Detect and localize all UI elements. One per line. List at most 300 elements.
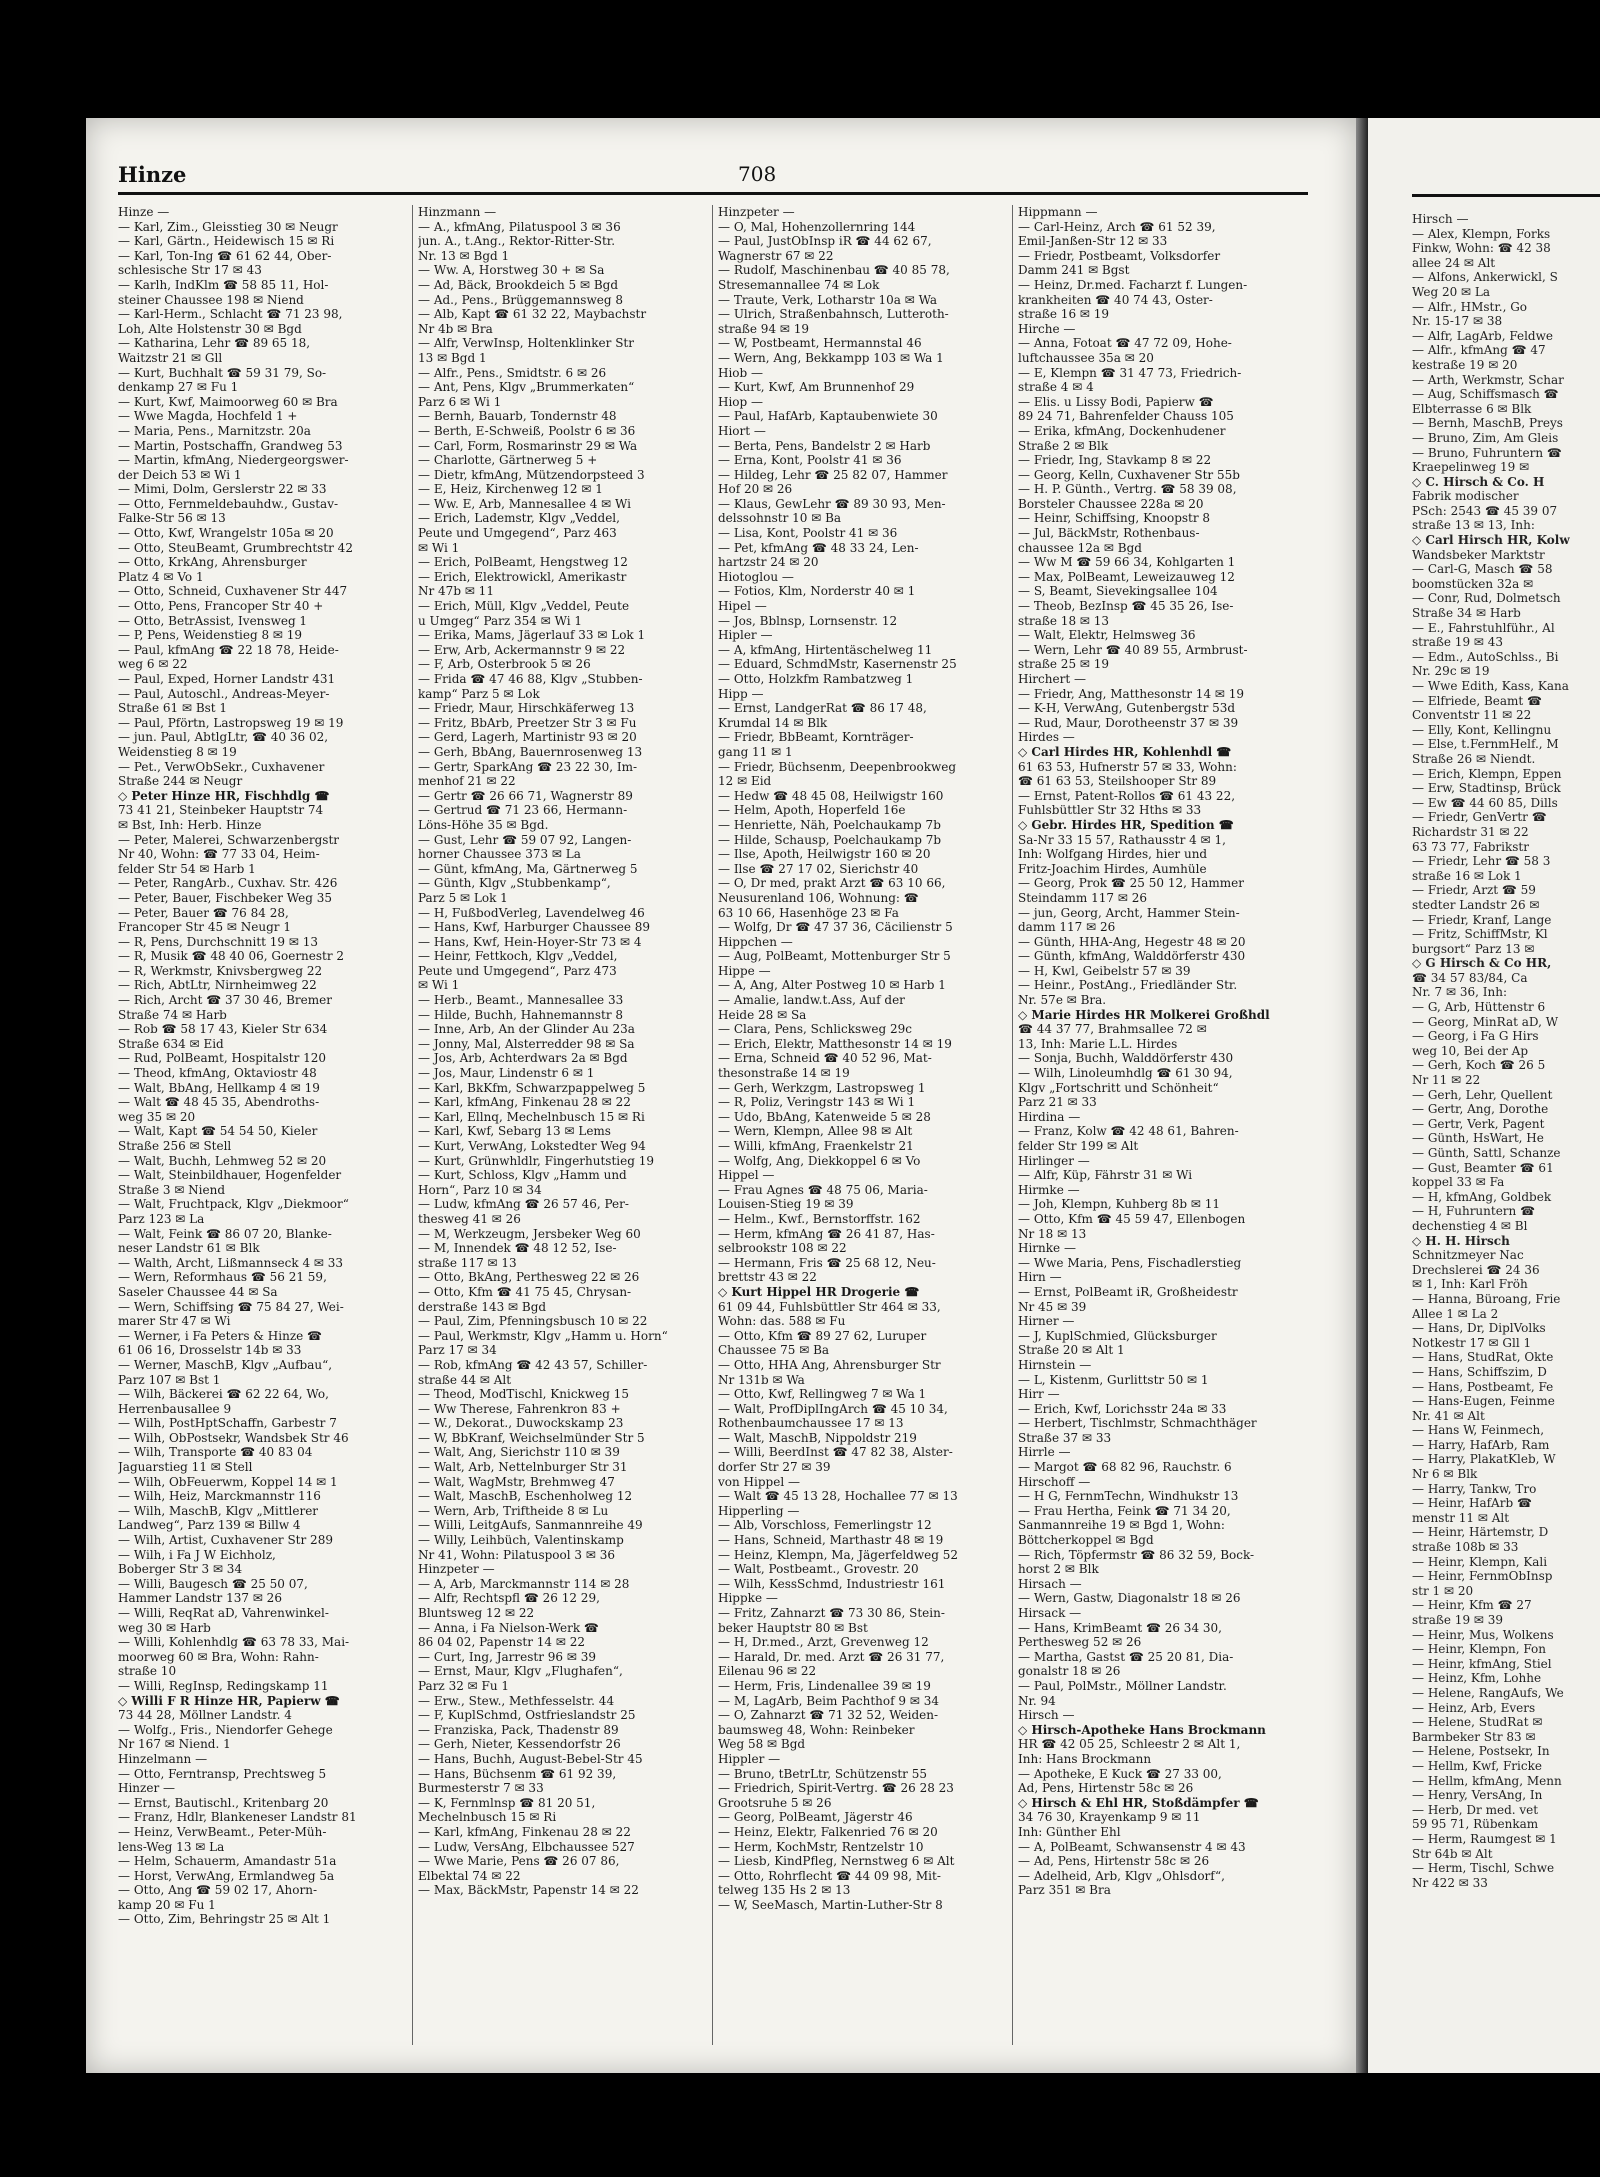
next-page-entry-line: 63 73 77, Fabrikstr [1412, 839, 1529, 854]
next-page-entry-line: Barmbeker Str 83 ✉ [1412, 1729, 1536, 1744]
next-page-entry-line: Nr. 7 ✉ 36, Inh: [1412, 985, 1508, 1000]
directory-entry-line: — A, kfmAng, Hirtentäschelweg 11 [718, 642, 933, 657]
directory-entry-line: — Peter, Malerei, Schwarzenbergstr [118, 832, 340, 847]
directory-entry-line: — Ilse ☎ 27 17 02, Sierichstr 40 [718, 861, 919, 876]
directory-entry-line: — Heinr., PostAng., Friedländer Str. [1018, 978, 1238, 993]
next-page-entry-line: — Harry, HafArb, Ram [1412, 1437, 1550, 1452]
directory-entry-line: — Gerh, Werkzgm, Lastropsweg 1 [718, 1080, 926, 1095]
directory-entry-line: — Herm, kfmAng ☎ 26 41 87, Has- [718, 1226, 935, 1241]
directory-entry-line: — Wilh, Bäckerei ☎ 62 22 64, Wo, [118, 1387, 329, 1402]
directory-entry-line: Hirrle — [1018, 1445, 1071, 1460]
next-page-entry-line: — Hellm, kfmAng, Menn [1412, 1773, 1562, 1788]
next-page-entry-line: — Hans, Postbeamt, Fe [1412, 1379, 1554, 1394]
directory-entry-line: — Karl, Ton-Ing ☎ 61 62 44, Ober- [118, 248, 332, 263]
directory-entry-line: Emil-Janßen-Str 12 ✉ 33 [1018, 234, 1168, 249]
directory-entry-line: — W, SeeMasch, Martin-Luther-Str 8 [718, 1897, 943, 1912]
directory-entry-line: Hirlinger — [1018, 1153, 1090, 1168]
directory-entry-line: — Hans, Kwf, Hein-Hoyer-Str 73 ✉ 4 [418, 934, 642, 949]
directory-entry-line: — Willi, ReqRat aD, Vahrenwinkel- [118, 1606, 329, 1620]
directory-entry-line: — Kurt, VerwAng, Lokstedter Weg 94 [418, 1139, 646, 1153]
directory-entry-line: — M, Innendek ☎ 48 12 52, Ise- [418, 1241, 617, 1256]
directory-entry-line: — Friedr, Ing, Stavkamp 8 ✉ 22 [1018, 453, 1212, 468]
directory-entry-line: 34 76 30, Krayenkamp 9 ✉ 11 [1018, 1810, 1201, 1825]
next-page-entry-line: — E., Fahrstuhlführ., Al [1412, 620, 1555, 635]
directory-entry-line: der Deich 53 ✉ Wi 1 [118, 467, 242, 482]
next-page-entry-line: — Georg, MinRat aD, W [1412, 1014, 1559, 1029]
directory-entry-line: ◇ Marie Hirdes HR Molkerei Großhdl [1018, 1007, 1270, 1022]
next-page-entry-line: — Heinr, Kfm ☎ 27 [1412, 1598, 1532, 1613]
directory-entry-line: weg 30 ✉ Harb [118, 1620, 211, 1635]
directory-entry-line: — Wolfg, Dr ☎ 47 37 36, Cäcilienstr 5 [718, 920, 953, 935]
directory-entry-line: — Walt, MaschB, Nippoldstr 219 [718, 1430, 917, 1445]
next-page-entry-line: 59 95 71, Rübenkam [1412, 1817, 1539, 1832]
directory-entry-line: — Fotios, Klm, Norderstr 40 ✉ 1 [718, 584, 916, 599]
directory-entry-line: — A., kfmAng, Pilatuspool 3 ✉ 36 [418, 219, 621, 234]
directory-entry-line: Klgv „Fortschritt und Schönheit“ [1018, 1080, 1219, 1095]
next-page-entry-line: straße 16 ✉ Lok 1 [1412, 868, 1522, 883]
directory-entry-line: Straße 634 ✉ Eid [118, 1036, 224, 1051]
directory-entry-line: ✉ Bst, Inh: Herb. Hinze [118, 817, 262, 832]
next-page-entry-line: — Elfriede, Beamt ☎ [1412, 693, 1542, 708]
directory-entry-line: Straße 37 ✉ 33 [1018, 1430, 1112, 1445]
directory-entry-line: — Walt, Buchh, Lehmweg 52 ✉ 20 [118, 1153, 327, 1168]
directory-entry-line: menhof 21 ✉ 22 [418, 774, 516, 789]
directory-entry-line: — Gertrud ☎ 71 23 66, Hermann- [418, 803, 628, 818]
next-page-entry-line: ◇ C. Hirsch & Co. H [1412, 474, 1545, 489]
next-page-entry-line: PSch: 2543 ☎ 45 39 07 [1412, 503, 1558, 518]
directory-entry-line: ◇ Peter Hinze HR, Fischhdlg ☎ [118, 788, 330, 803]
directory-entry-line: — Wern, Schiffsing ☎ 75 84 27, Wei- [118, 1299, 344, 1314]
directory-entry-line: horner Chaussee 373 ✉ La [418, 847, 581, 862]
directory-entry-line: derstraße 143 ✉ Bgd [418, 1299, 547, 1314]
directory-entry-line: Parz 5 ✉ Lok 1 [418, 890, 508, 905]
directory-entry-line: — Alb, Kapt ☎ 61 32 22, Maybachstr [418, 307, 647, 322]
directory-entry-line: — Otto, Zim, Behringstr 25 ✉ Alt 1 [118, 1912, 331, 1927]
next-page-entry-line: — Heinr, Klempn, Kali [1412, 1554, 1548, 1569]
directory-entry-line: — Werner, MaschB, Klgv „Aufbau“, [118, 1357, 333, 1372]
directory-entry-line: — Bernh, Bauarb, Tondernstr 48 [418, 409, 617, 424]
directory-entry-line: — Hans, KrimBeamt ☎ 26 34 30, [1018, 1620, 1222, 1635]
directory-entry-line: — Otto, BkAng, Perthesweg 22 ✉ 26 [418, 1270, 640, 1285]
next-page-entry-line: — Gertr, Ang, Dorothe [1412, 1102, 1549, 1117]
directory-entry-line: — Rich, AbtLtr, Nirnheimweg 22 [118, 978, 317, 993]
directory-entry-line: — H G, FernmTechn, Windhukstr 13 [1018, 1489, 1239, 1504]
directory-entry-line: — A, Ang, Alter Postweg 10 ✉ Harb 1 [718, 978, 946, 993]
directory-entry-line: — Otto, Ang ☎ 59 02 17, Ahorn- [118, 1883, 318, 1898]
directory-entry-line: — Jonny, Mal, Alsterredder 98 ✉ Sa [418, 1036, 635, 1051]
directory-entry-line: krankheiten ☎ 40 74 43, Oster- [1018, 292, 1213, 307]
directory-entry-line: — Wilh, i Fa J W Eichholz, [118, 1547, 276, 1562]
next-page-entry-line: dechenstieg 4 ✉ Bl [1412, 1218, 1528, 1233]
directory-entry-line: — Georg, PolBeamt, Jägerstr 46 [718, 1810, 913, 1825]
directory-entry-line: — Aug, PolBeamt, Mottenburger Str 5 [718, 949, 951, 964]
directory-entry-line: — W., Dekorat., Duwockskamp 23 [418, 1416, 624, 1431]
directory-entry-line: — Ernst, Bautischl., Kritenbarg 20 [118, 1795, 329, 1810]
directory-entry-line: ✉ Wi 1 [418, 540, 460, 555]
directory-entry-line: — Walt, Steinbildhauer, Hogenfelder [118, 1168, 342, 1183]
directory-entry-line: — Sonja, Buchh, Walddörferstr 430 [1018, 1051, 1234, 1066]
directory-entry-line: Peute und Umgegend“, Parz 473 [418, 963, 617, 978]
directory-entry-line: — Paul, Pförtn, Lastropsweg 19 ✉ 19 [118, 715, 344, 730]
directory-entry-line: straße 25 ✉ 19 [1018, 657, 1110, 672]
next-page-entry-line: — Gertr, Verk, Pagent [1412, 1116, 1545, 1131]
directory-entry-line: weg 35 ✉ 20 [118, 1109, 196, 1124]
directory-entry-line: — Helm., Kwf., Bernstorffstr. 162 [718, 1211, 921, 1226]
directory-entry-line: — Karl, Kwf, Sebarg 13 ✉ Lems [418, 1124, 611, 1139]
next-page-entry-line: ◇ H. H. Hirsch [1412, 1233, 1510, 1248]
directory-entry-line: — Pet., VerwObSekr., Cuxhavener [118, 759, 325, 774]
directory-entry-line: Heide 28 ✉ Sa [718, 1007, 807, 1022]
directory-entry-line: — Kurt, Schloss, Klgv „Hamm und [418, 1168, 627, 1183]
column-divider [712, 205, 713, 2045]
directory-entry-line: — Horst, VerwAng, Ermlandweg 5a [118, 1868, 335, 1883]
directory-entry-line: Falke-Str 56 ✉ 13 [118, 511, 226, 526]
directory-entry-line: Straße 2 ✉ Blk [1018, 438, 1109, 453]
directory-entry-line: — Heinz, Elektr, Falkenried 76 ✉ 20 [718, 1824, 938, 1839]
directory-entry-line: — Herbert, Tischlmstr, Schmachthäger [1018, 1416, 1257, 1431]
directory-entry-line: Fuhlsbüttler Str 32 Hths ✉ 33 [1018, 803, 1202, 818]
directory-entry-line: — Hildeg, Lehr ☎ 25 82 07, Hammer [718, 467, 948, 482]
directory-entry-line: — Anna, i Fa Nielson-Werk ☎ [418, 1620, 599, 1635]
directory-entry-line: — H, FußbodVerleg, Lavendelweg 46 [418, 905, 645, 920]
directory-entry-line: — Friedr, Ang, Matthesonstr 14 ✉ 19 [1018, 686, 1245, 701]
column-divider [1012, 205, 1013, 2045]
directory-entry-line: — Wwe Magda, Hochfeld 1 + [118, 409, 298, 424]
directory-entry-line: 61 09 44, Fuhlsbüttler Str 464 ✉ 33, [718, 1299, 941, 1314]
directory-entry-line: — Theod, ModTischl, Knickweg 15 [418, 1387, 629, 1402]
directory-entry-line: Hirn — [1018, 1270, 1062, 1285]
next-page-entry-line: — Bruno, Fuhruntern ☎ [1412, 445, 1562, 460]
directory-entry-line: — Jos, Bblnsp, Lornsenstr. 12 [718, 613, 898, 628]
directory-entry-line: — Erich, Elektr, Matthesonstr 14 ✉ 19 [718, 1036, 952, 1051]
directory-entry-line: Damm 241 ✉ Bgst [1018, 263, 1130, 278]
directory-entry-line: — O, Zahnarzt ☎ 71 32 52, Weiden- [718, 1708, 939, 1723]
directory-entry-line: — Jos, Arb, Achterdwars 2a ✉ Bgd [418, 1051, 628, 1066]
directory-entry-line: Hippler — [718, 1751, 781, 1766]
directory-entry-line: Weidenstieg 8 ✉ 19 [118, 744, 237, 759]
directory-entry-line: Hipler — [718, 628, 773, 643]
directory-entry-line: — Fritz, Zahnarzt ☎ 73 30 86, Stein- [718, 1606, 945, 1620]
directory-entry-line: Hirner — [1018, 1314, 1075, 1329]
directory-entry-line: — E, Klempn ☎ 31 47 73, Friedrich- [1018, 365, 1242, 380]
directory-entry-line: — Ludw, VersAng, Elbchaussee 527 [418, 1839, 635, 1854]
directory-entry-line: damm 117 ✉ 26 [1018, 920, 1116, 935]
directory-entry-line: Hipperling — [718, 1503, 800, 1518]
directory-entry-line: — Walt ☎ 45 13 28, Hochallee 77 ✉ 13 [718, 1489, 958, 1504]
directory-entry-line: — Friedr, BbBeamt, Kornträger- [718, 730, 914, 745]
directory-entry-line: thesweg 41 ✉ 26 [418, 1211, 521, 1226]
next-page-entry-line: Weg 20 ✉ La [1412, 284, 1491, 299]
directory-entry-line: Parz 351 ✉ Bra [1018, 1883, 1111, 1898]
directory-entry-line: Loh, Alte Holstenstr 30 ✉ Bgd [118, 321, 302, 336]
directory-entry-line: — M, Werkzeugm, Jersbeker Weg 60 [418, 1226, 641, 1241]
directory-entry-line: — Karl, Ellnq, Mechelnbusch 15 ✉ Ri [418, 1109, 645, 1124]
directory-entry-line: Hinzmann — [418, 205, 497, 219]
next-page-entry-line: — Conr, Rud, Dolmetsch [1412, 591, 1561, 606]
next-page-entry-line: — Elly, Kont, Kellingnu [1412, 722, 1552, 737]
directory-entry-line: — Werner, i Fa Peters & Hinze ☎ [118, 1328, 322, 1343]
next-page-entry-line: straße 108b ✉ 33 [1412, 1540, 1519, 1555]
directory-entry-line: — Peter, Bauer ☎ 76 84 28, [118, 905, 289, 920]
running-head: Hinze [118, 162, 187, 187]
directory-entry-line: — Helm, Apoth, Hoperfeld 16e [718, 803, 906, 818]
directory-entry-line: Parz 17 ✉ 34 [418, 1343, 497, 1358]
next-page-entry-line: — Gust, Beamter ☎ 61 [1412, 1160, 1554, 1175]
next-page-entry-line: — Erich, Klempn, Eppen [1412, 766, 1562, 781]
directory-entry-line: HR ☎ 42 05 25, Schleestr 2 ✉ Alt 1, [1018, 1737, 1241, 1752]
directory-entry-line: Wohn: das. 588 ✉ Fu [718, 1314, 846, 1329]
directory-entry-line: — Willi, Baugesch ☎ 25 50 07, [118, 1576, 308, 1591]
directory-entry-line: — Heinz, Klempn, Ma, Jägerfeldweg 52 [718, 1547, 958, 1562]
directory-entry-line: — Gertr ☎ 26 66 71, Wagnerstr 89 [418, 788, 633, 803]
directory-entry-line: Hirdes — [1018, 730, 1075, 745]
next-page-entry-line: allee 24 ✉ Alt [1412, 255, 1496, 270]
next-page-entry-line: — Wwe Edith, Kass, Kana [1412, 679, 1569, 693]
directory-entry-line: — Anna, Fotoat ☎ 47 72 09, Hohe- [1018, 336, 1232, 351]
directory-entry-line: Jaguarstieg 11 ✉ Stell [118, 1460, 253, 1475]
directory-entry-line: — Martha, Gastst ☎ 25 20 81, Dia- [1018, 1649, 1234, 1664]
directory-entry-line: — Walt ☎ 48 45 35, Abendroths- [118, 1095, 320, 1110]
next-page-entry-line: — Friedr, Kranf, Lange [1412, 912, 1552, 927]
directory-entry-line: Hinzpeter — [418, 1562, 495, 1577]
directory-entry-line: weg 6 ✉ 22 [118, 657, 188, 672]
directory-entry-line: — Erich, Müll, Klgv „Veddel, Peute [418, 599, 630, 614]
directory-entry-line: — Rudolf, Maschinenbau ☎ 40 85 78, [718, 263, 950, 278]
directory-entry-line: delssohnstr 10 ✉ Ba [718, 511, 842, 526]
directory-entry-line: — P, Pens, Weidenstieg 8 ✉ 19 [118, 628, 303, 643]
directory-entry-line: Böttcherkoppel ✉ Bgd [1018, 1533, 1154, 1548]
next-page-entry-line: stedter Landstr 26 ✉ [1412, 897, 1540, 912]
next-page-header-rule [1412, 194, 1600, 197]
next-page-entry-line: Fabrik modischer [1412, 489, 1519, 504]
directory-entry-line: — Paul, PolMstr., Möllner Landstr. [1018, 1678, 1227, 1693]
directory-entry-line: — H, Dr.med., Arzt, Grevenweg 12 [718, 1635, 929, 1650]
directory-entry-line: ◇ Willi F R Hinze HR, Papierw ☎ [118, 1693, 340, 1708]
directory-entry-line: — Wolfg, Ang, Diekkoppel 6 ✉ Vo [718, 1153, 921, 1168]
next-page-entry-line: — Gerh, Lehr, Quellent [1412, 1087, 1553, 1102]
directory-entry-line: Chaussee 75 ✉ Ba [718, 1343, 830, 1358]
next-page-entry-line: Allee 1 ✉ La 2 [1412, 1306, 1499, 1321]
directory-entry-line: Nr 167 ✉ Niend. 1 [118, 1737, 231, 1752]
next-page-entry-line: Notkestr 17 ✉ Gll 1 [1412, 1335, 1532, 1350]
next-page-entry-line: ✉ 1, Inh: Karl Fröh [1412, 1277, 1528, 1292]
directory-entry-line: Nr 47b ✉ 11 [418, 584, 494, 599]
directory-entry-line: Hippmann — [1018, 205, 1098, 219]
directory-entry-line: — Rob ☎ 58 17 43, Kieler Str 634 [118, 1022, 328, 1037]
directory-entry-line: — Alfr, Küp, Fährstr 31 ✉ Wi [1018, 1168, 1193, 1183]
directory-entry-line: — Berta, Pens, Bandelstr 2 ✉ Harb [718, 438, 931, 453]
directory-entry-line: — Fritz, BbArb, Preetzer Str 3 ✉ Fu [418, 715, 637, 730]
page-header [118, 162, 1308, 192]
directory-entry-line: — Willi, BeerdInst ☎ 47 82 38, Alster- [718, 1445, 953, 1460]
next-page-entry-line: Nr. 15-17 ✉ 38 [1412, 314, 1503, 329]
directory-entry-line: straße 117 ✉ 13 [418, 1255, 517, 1270]
next-page-entry-line: menstr 11 ✉ Alt [1412, 1510, 1510, 1525]
directory-entry-line: — Otto, Kfm ☎ 45 59 47, Ellenbogen [1018, 1211, 1246, 1226]
directory-entry-line: Nr. 57e ✉ Bra. [1018, 993, 1107, 1008]
directory-entry-line: — Otto, HHA Ang, Ahrensburger Str [718, 1357, 941, 1372]
directory-entry-line: — Frau Agnes ☎ 48 75 06, Maria- [718, 1182, 928, 1197]
next-page-entry-line: Str 64b ✉ Alt [1412, 1846, 1493, 1861]
directory-entry-line: Fritz-Joachim Hirdes, Aumhüle [1018, 861, 1207, 876]
directory-entry-line: Hirdina — [1018, 1109, 1081, 1124]
directory-entry-line: — O, Mal, Hohenzollernring 144 [718, 219, 916, 234]
next-page-entry-line: — Alfr., HMstr., Go [1412, 299, 1528, 314]
directory-entry-line: Perthesweg 52 ✉ 26 [1018, 1635, 1142, 1650]
directory-entry-line: — Otto, Rohrflecht ☎ 44 09 98, Mit- [718, 1868, 941, 1883]
directory-entry-line: — Otto, KrkAng, Ahrensburger [118, 555, 307, 570]
directory-entry-line: — Hans, Kwf, Harburger Chaussee 89 [418, 920, 651, 935]
directory-entry-line: selbrookstr 108 ✉ 22 [718, 1241, 847, 1256]
directory-entry-line: Hirsack — [1018, 1606, 1082, 1620]
directory-entry-line: — Pet, kfmAng ☎ 48 33 24, Len- [718, 540, 919, 555]
directory-entry-line: straße 16 ✉ 19 [1018, 307, 1110, 322]
next-page-entry-line: — Heinr, FernmObInsp [1412, 1569, 1553, 1584]
directory-entry-line: — Karlh, IndKlm ☎ 58 85 11, Hol- [118, 277, 329, 292]
directory-entry-line: — Wilh, PostHptSchaffn, Garbestr 7 [118, 1416, 337, 1431]
directory-entry-line: — Klaus, GewLehr ☎ 89 30 93, Men- [718, 496, 946, 511]
next-page-entry-line: Straße 26 ✉ Niendt. [1412, 751, 1536, 766]
directory-entry-line: — Ad., Pens., Brüggemannsweg 8 [418, 292, 623, 307]
directory-entry-line: ◇ Kurt Hippel HR Drogerie ☎ [718, 1284, 920, 1299]
directory-entry-line: baumsweg 48, Wohn: Reinbeker [718, 1722, 915, 1737]
next-page-entry-line: — Gerh, Koch ☎ 26 5 [1412, 1058, 1546, 1073]
directory-entry-line: Grootsruhe 5 ✉ 26 [718, 1795, 832, 1810]
directory-entry-line: steiner Chaussee 198 ✉ Niend [118, 292, 304, 307]
directory-entry-line: Sa-Nr 33 15 57, Rathausstr 4 ✉ 1, [1018, 832, 1226, 847]
directory-entry-line: — Georg, Kelln, Cuxhavener Str 55b [1018, 467, 1240, 482]
directory-entry-line: — Erw, Arb, Ackermannstr 9 ✉ 22 [418, 642, 626, 657]
next-page-entry-line: — Alfr., kfmAng ☎ 47 [1412, 343, 1546, 358]
directory-entry-line: 73 44 28, Möllner Landstr. 4 [118, 1708, 292, 1723]
next-page-entry-line: — Günth, Sattl, Schanze [1412, 1146, 1561, 1160]
directory-entry-line: — Hilde, Schausp, Poelchaukamp 7b [718, 832, 942, 847]
directory-entry-line: — Ernst, LandgerRat ☎ 86 17 48, [718, 701, 927, 716]
directory-entry-line: — Karl, BkKfm, Schwarzpappelweg 5 [418, 1080, 646, 1095]
directory-entry-line: — Margot ☎ 68 82 96, Rauchstr. 6 [1018, 1460, 1232, 1475]
directory-entry-line: — Gust, Lehr ☎ 59 07 92, Langen- [418, 832, 632, 847]
directory-entry-line: — Alfr, VerwInsp, Holtenklinker Str [418, 336, 634, 351]
directory-entry-line: — Erich, Lademstr, Klgv „Veddel, [418, 511, 620, 526]
directory-entry-line: — Hilde, Buchh, Hahnemannstr 8 [418, 1007, 624, 1022]
directory-entry-line: — Mimi, Dolm, Gerslerstr 22 ✉ 33 [118, 482, 327, 497]
directory-entry-line: Hammer Landstr 137 ✉ 26 [118, 1591, 282, 1606]
directory-entry-line: — Herm, Fris, Lindenallee 39 ✉ 19 [718, 1678, 931, 1693]
directory-entry-line: — Wwe Maria, Pens, Fischadlerstieg [1018, 1255, 1242, 1270]
directory-entry-line: — Ernst, Maur, Klgv „Flughafen“, [418, 1664, 623, 1679]
directory-entry-line: felder Str 54 ✉ Harb 1 [118, 861, 256, 876]
next-page-entry-line: — Helene, Postsekr, In [1412, 1744, 1550, 1759]
directory-entry-line: Löns-Höhe 35 ✉ Bgd. [418, 817, 549, 832]
next-page-entry-line: Drechslerei ☎ 24 36 [1412, 1262, 1540, 1277]
directory-entry-line: — Elis. u Lissy Bodi, Papierw ☎ [1018, 394, 1214, 409]
next-page-entry-line: — Hans, Schiffszim, D [1412, 1364, 1547, 1379]
directory-entry-line: — Willi, Kohlenhdlg ☎ 63 78 33, Mai- [118, 1635, 350, 1650]
directory-entry-line: — Wern, Klempn, Allee 98 ✉ Alt [718, 1124, 913, 1139]
next-page-entry-line: burgsort“ Parz 13 ✉ [1412, 941, 1535, 956]
directory-entry-line: — Günt, kfmAng, Ma, Gärtnerweg 5 [418, 861, 638, 876]
directory-entry-line: Nr 131b ✉ Wa [718, 1372, 805, 1387]
directory-entry-line: ☎ 44 37 77, Brahmsallee 72 ✉ [1018, 1022, 1207, 1037]
next-page-entry-line: — Hans-Eugen, Feinme [1412, 1394, 1555, 1409]
directory-entry-line: Nr. 13 ✉ Bgd 1 [418, 248, 510, 263]
directory-entry-line: — Rob, kfmAng ☎ 42 43 57, Schiller- [418, 1357, 648, 1372]
directory-entry-line: — Walt, Feink ☎ 86 07 20, Blanke- [118, 1226, 332, 1241]
directory-entry-line: Parz 123 ✉ La [118, 1211, 205, 1226]
directory-entry-line: — Walt, Ang, Sierichstr 110 ✉ 39 [418, 1445, 620, 1460]
next-page-entry-line: — Erw, Stadtinsp, Brück [1412, 781, 1561, 796]
directory-entry-line: — Jos, Maur, Lindenstr 6 ✉ 1 [418, 1066, 595, 1081]
next-page-entry-line: straße 19 ✉ 39 [1412, 1613, 1504, 1627]
directory-entry-line: — Bruno, tBetrLtr, Schützenstr 55 [718, 1766, 927, 1781]
directory-entry-line: Eilenau 96 ✉ 22 [718, 1664, 817, 1679]
directory-entry-line: Hipel — [718, 599, 767, 614]
directory-entry-line: — Rich, Archt ☎ 37 30 46, Bremer [118, 993, 332, 1008]
directory-entry-line: — Erika, kfmAng, Dockenhudener [1018, 423, 1226, 438]
directory-entry-line: Hirnke — [1018, 1241, 1076, 1256]
next-page-entry-line: — Helene, RangAufs, We [1412, 1685, 1564, 1700]
directory-entry-line: schlesische Str 17 ✉ 43 [118, 263, 262, 278]
directory-entry-line: — Friedrich, Spirit-Vertrg. ☎ 26 28 23 [718, 1781, 954, 1796]
directory-entry-line: thesonstraße 14 ✉ 19 [718, 1066, 850, 1081]
directory-entry-line: Parz 6 ✉ Wi 1 [418, 394, 502, 409]
directory-entry-line: — Erw., Stew., Methfesselstr. 44 [418, 1693, 615, 1708]
directory-entry-line: — Wilh, Artist, Cuxhavener Str 289 [118, 1533, 333, 1548]
directory-entry-line: — H. P. Günth., Vertrg. ☎ 58 39 08, [1018, 482, 1237, 497]
directory-entry-line: — Herm, KochMstr, Rentzelstr 10 [718, 1839, 924, 1854]
next-page-entry-line: str 1 ✉ 20 [1412, 1583, 1474, 1598]
directory-entry-line: — Franz, Hdlr, Blankeneser Landstr 81 [118, 1810, 357, 1825]
next-page-entry-line: Nr 422 ✉ 33 [1412, 1875, 1488, 1890]
directory-entry-line: — Carl-Heinz, Arch ☎ 61 52 39, [1018, 219, 1216, 234]
directory-entry-line: — K-H, VerwAng, Gutenbergstr 53d [1018, 701, 1236, 716]
directory-entry-line: — Erich, Elektrowickl, Amerikastr [418, 569, 627, 584]
directory-entry-line: — Henriette, Näh, Poelchaukamp 7b [718, 817, 941, 832]
directory-entry-line: — Kurt, Buchhalt ☎ 59 31 79, So- [118, 365, 327, 380]
directory-entry-line: — Alfr, Rechtspfl ☎ 26 12 29, [418, 1591, 600, 1606]
next-page-entry-line: — Hellm, Kwf, Fricke [1412, 1758, 1542, 1773]
next-page-entry-line: Wandsbeker Marktstr [1412, 547, 1545, 562]
directory-entry-line: Waitzstr 21 ✉ Gll [118, 350, 223, 365]
next-page-column [1412, 212, 1592, 1932]
directory-entry-line: — Ernst, PolBeamt iR, Großheidestr [1018, 1284, 1238, 1299]
directory-entry-line: — Harald, Dr. med. Arzt ☎ 26 31 77, [718, 1649, 945, 1664]
directory-entry-line: — Ernst, Patent-Rollos ☎ 61 43 22, [1018, 788, 1236, 803]
next-page-entry-line: — Herm, Tischl, Schwe [1412, 1861, 1555, 1876]
directory-entry-line: — Gerh, Nieter, Kessendorfstr 26 [418, 1737, 621, 1752]
directory-entry-line: — Rud, Maur, Dorotheenstr 37 ✉ 39 [1018, 715, 1239, 730]
directory-entry-line: Parz 107 ✉ Bst 1 [118, 1372, 221, 1387]
directory-entry-line: — Willy, Leihbüch, Valentinskamp [418, 1533, 624, 1548]
directory-entry-line: — Ww M ☎ 59 66 34, Kohlgarten 1 [1018, 555, 1236, 570]
directory-entry-line: Hof 20 ✉ 26 [718, 482, 793, 497]
directory-entry-line: 63 10 66, Hasenhöge 23 ✉ Fa [718, 905, 899, 920]
directory-entry-line: straße 18 ✉ 13 [1018, 613, 1110, 628]
directory-entry-line: — Karl-Herm., Schlacht ☎ 71 23 98, [118, 307, 343, 322]
directory-entry-line: — Willi, RegInsp, Redingskamp 11 [118, 1678, 329, 1693]
directory-entry-line: — Walt, BbAng, Hellkamp 4 ✉ 19 [118, 1080, 320, 1095]
directory-entry-line: Platz 4 ✉ Vo 1 [118, 569, 204, 584]
next-page-entry-line: — Friedr, GenVertr ☎ [1412, 810, 1547, 825]
directory-entry-line: Weg 58 ✉ Bgd [718, 1737, 806, 1752]
directory-entry-line: — R, Musik ☎ 48 40 06, Goernestr 2 [118, 949, 345, 964]
directory-entry-line: Nr. 94 [1018, 1693, 1056, 1708]
column-3 [718, 205, 1006, 2055]
directory-entry-line: — Erika, Mams, Jägerlauf 33 ✉ Lok 1 [418, 628, 646, 643]
book-spine [1356, 118, 1368, 2073]
next-page-entry-line: — Herb, Dr med. vet [1412, 1802, 1539, 1817]
next-page-entry-line: weg 10, Bei der Ap [1412, 1043, 1529, 1058]
